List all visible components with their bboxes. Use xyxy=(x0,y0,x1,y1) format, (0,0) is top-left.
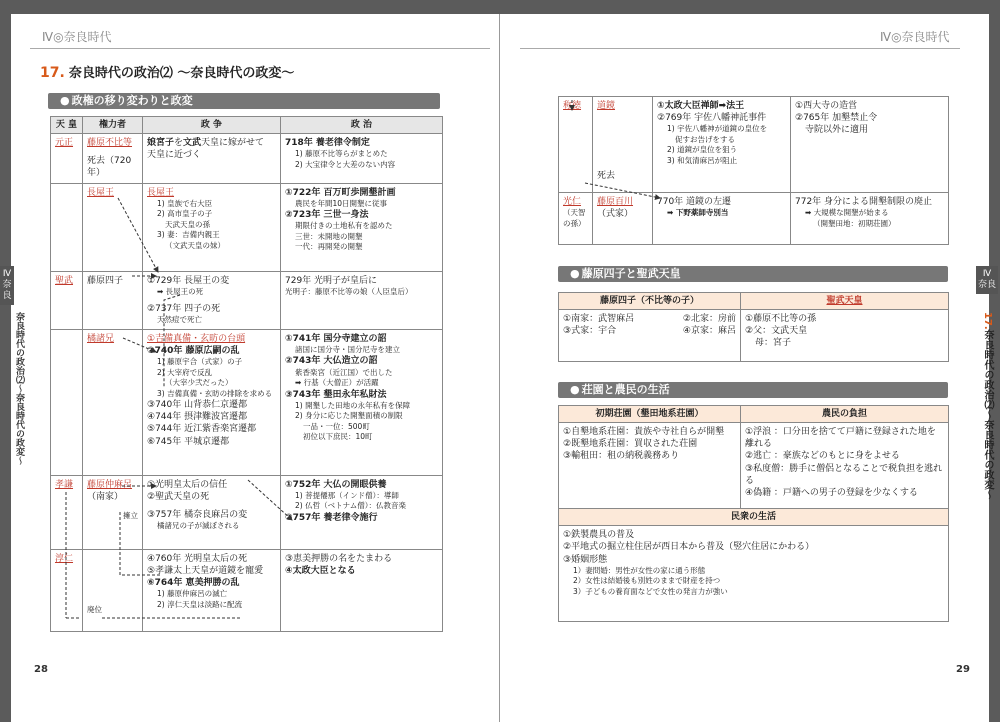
page-title: 17. 奈良時代の政治⑵ ～奈良時代の政変～ xyxy=(40,65,295,81)
header-left: Ⅳ◎奈良時代 xyxy=(42,30,112,44)
table-row: 長屋王 長屋王 1) 皇族で右大臣 2) 高市皇子の子 天武天皇の孫 3) 妻：吉備内親王 （文武天皇の妹） ①722年 百万町歩開墾計画 農民を年間10日開墾に従事 ②723年 三世一身法 期限付きの土地私有を認めた 三世：未開地の開墾 一代：再開発の開墾 xyxy=(51,183,443,271)
table-row: 称徳 道鏡 死去 ①太政大臣禅師➡法王 ②769年 宇佐八幡神託事件 1) 宇佐八幡神が道鏡の皇位を 促すお告げをする 2) 道鏡が皇位を狙う 3) 和気清麻呂が阻止 ①西大寺の造営 ②765年 加墾禁止令 寺院以外に適用 xyxy=(559,97,949,193)
table-fujiwara-four: 藤原四子（不比等の子） 聖武天皇 ①南家：武智麻呂 ②北家：房前 ③式家：宇合 ④京家：麻呂 ①藤原不比等の孫 ②父：文武天皇 母：宮子 xyxy=(558,292,949,362)
section-heading-1: ● 政権の移り変わりと政変 xyxy=(48,93,440,109)
section-heading-3: ● 荘園と農民の生活 xyxy=(558,382,948,398)
vertical-chapter-title: 17.奈良時代の政治⑵～奈良時代の政変～ xyxy=(982,312,993,500)
table-row: 聖武 藤原四子 ①729年 長屋王の変 ➡ 長屋王の死 ②737年 四子の死 天然痘で死亡 729年 光明子が皇后に 光明子：藤原不比等の娘（人臣皇后） xyxy=(51,271,443,329)
page-number-left: 28 xyxy=(34,664,48,675)
page-number-right: 29 xyxy=(956,664,970,675)
th-conflict: 政 争 xyxy=(143,117,281,134)
table-row: 元正 藤原不比等 死去（720年） 娘宮子を文武天皇に嫁がせて 天皇に近づく 718年 養老律令制定 1) 藤原不比等らがまとめた 2) 大宝律令と大差のない内容 xyxy=(51,134,443,183)
table-row: 橘諸兄 ①吉備真備・玄昉の台頭 ②740年 藤原広嗣の乱 1) 藤原宇合（式家）の子 2) 大宰府で反乱 （大宰少弐だった） 3) 吉備真備・玄昉の排除を求める ③740年 山背恭仁京遷都 ④744年 摂津難波宮遷都 ⑤744年 近江紫香楽宮遷都 ⑥745年 平城京遷都 ①741年 国分寺建立の詔 諸国に国分寺・国分尼寺を建立 ②743年 大仏造立の詔 紫香楽宮（近江国）で出した ➡ 行基（大僧正）が活躍 ③743年 墾田永年私財法 1) 開墾した田地の永年私有を保障 2) 身分に応じた開墾面積の制限 一品・一位：500町 初位以下庶民：10町 xyxy=(51,329,443,475)
th-politics: 政 治 xyxy=(281,117,443,134)
th-burden: 農民の負担 xyxy=(741,406,949,423)
table-power-transition-cont xyxy=(558,96,949,245)
header-rule-right xyxy=(520,48,960,49)
header-right: Ⅳ◎奈良時代 xyxy=(880,30,950,44)
th-shomu: 聖武天皇 xyxy=(741,293,949,310)
th-four-sons: 藤原四子（不比等の子） xyxy=(559,293,741,310)
chapter-tab-left: Ⅳ 奈良 xyxy=(0,266,14,305)
table-row: 孝謙 藤原仲麻呂 （南家） 擁立 ①光明皇太后の信任 ②聖武天皇の死 ③757年 橘奈良麻呂の変 橘諸兄の子が滅ぼされる ①752年 大仏の開眼供養 1) 菩提僊那（インド僧）：導師 2) 仏哲（ベトナム僧）：仏教音楽 ②757年 養老律令施行 xyxy=(51,475,443,549)
table-power-transition xyxy=(50,116,443,632)
th-power: 権力者 xyxy=(83,117,143,134)
th-shoen: 初期荘園（墾田地系荘園） xyxy=(559,406,741,423)
section-heading-2: ● 藤原四子と聖武天皇 xyxy=(558,266,948,282)
chapter-tab: Ⅳ 奈良 xyxy=(976,266,998,294)
th-life: 民衆の生活 xyxy=(559,509,949,526)
table-shoen-life: 初期荘園（墾田地系荘園） 農民の負担 ①自墾地系荘園：貴族や寺社自らが開墾 ②既墾地系荘園：買収された荘園 ③輸租田：租の納税義務あり ①浮浪 ：口分田を捨てて戸籍に登録された地を離れる ②逃亡 ：豪族などのもとに身をよせる ③私度僧：勝手に僧侶となることで税負担を逃れる ④偽籍 ：戸籍への男子の登録を少なくする 民衆の生活 ①鉄製農具の普及 ②平地式の掘立柱住居が西日本から普及（竪穴住居にかわる） ③婚姻形態 1）妻問婚：男性が女性の家に通う形態 2）女性は結婚後も別姓のままで財産を持つ 3）子どもの養育面などで女性の発言力が強い xyxy=(558,405,949,622)
vertical-chapter-title-left: 奈良時代の政治⑵～奈良時代の政変～ xyxy=(14,312,24,465)
th-emperor: 天 皇 xyxy=(51,117,83,134)
table-row: 淳仁 廃位 ④760年 光明皇太后の死 ⑤孝謙太上天皇が道鏡を寵愛 ⑥764年 恵美押勝の乱 1) 藤原仲麻呂の滅亡 2) 淳仁天皇は淡路に配流 ③恵美押勝の名をたまわる ④太政大臣となる xyxy=(51,549,443,631)
header-rule-left xyxy=(30,48,490,49)
table-row: 光仁 （天智の孫） 藤原百川 （式家） 770年 道鏡の左遷 ➡ 下野薬師寺別当 772年 身分による開墾制限の廃止 ➡ 大規模な開墾が始まる （開墾田地：初期荘園） xyxy=(559,193,949,245)
